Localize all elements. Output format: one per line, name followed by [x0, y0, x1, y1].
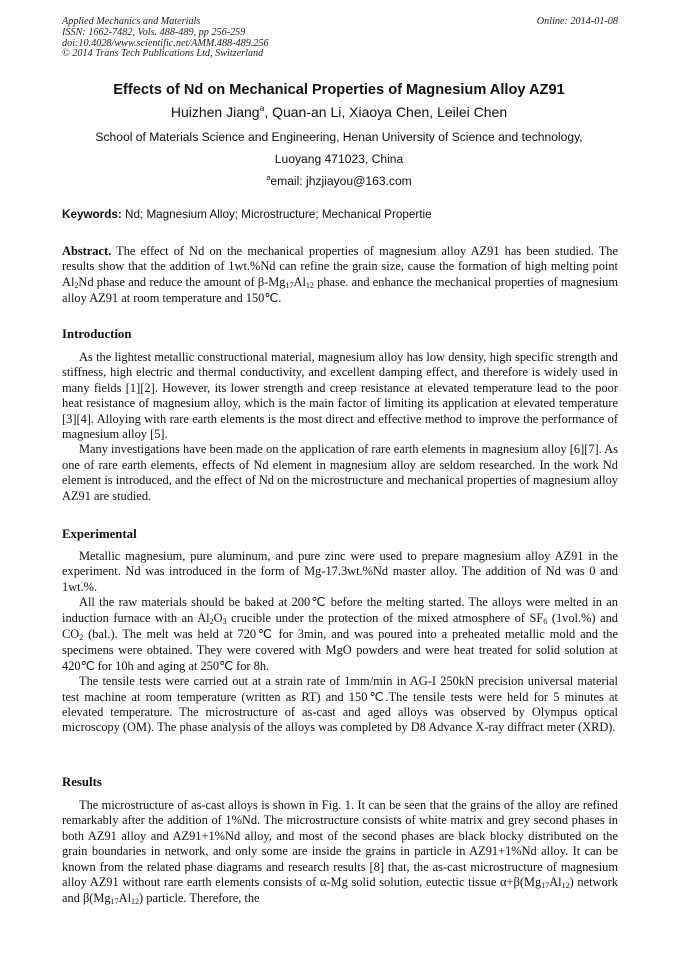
experimental-heading: Experimental	[62, 527, 137, 541]
author-superscript: a	[259, 103, 265, 113]
abstract-text: Nd phase and reduce the amount of β-Mg	[78, 274, 286, 289]
paragraph-text: Al	[549, 875, 562, 890]
paragraph-text: ) particle. Therefore, the	[139, 891, 260, 906]
abstract-text: Al	[293, 274, 306, 289]
subscript: 12	[305, 280, 314, 290]
paragraph-text: All the raw materials should be baked at 200℃ before the melting started. The alloys were melted in an induction furnace with an Al	[62, 595, 618, 625]
journal-name: Applied Mechanics and Materials	[62, 16, 201, 27]
abstract	[62, 244, 618, 307]
doi-line: doi:10.4028/www.scientific.net/AMM.488-489.256	[62, 37, 269, 49]
email-text: email: jhzjiayou@163.com	[270, 174, 412, 188]
results-paragraph-1	[62, 798, 618, 908]
results-body	[62, 798, 618, 908]
paragraph-text: The microstructure of as-cast alloys is shown in Fig. 1. It can be seen that the grains of the alloy are refined remarkably after the addition of 1%Nd. The microstructure consists of white matrix and grey second phases in both AZ91 alloy and AZ91+1%Nd alloy, and most of the second phases are black blocky distributed on the grain boundaries in network, and only some are inside the grains in particle in AZ91+1%Nd alloy. It can be known from the related phase diagrams and research results [8] that, the as-cast microstructure of magnesium alloy AZ91 without rare earth elements consists of α-Mg solid solution, eutectic tissue α+β(Mg	[62, 798, 618, 890]
introduction-paragraph-2: Many investigations have been made on the application of rare earth elements in magnesium alloy [6][7]. As one of rare earth elements, effects of Nd element in magnesium alloy are seldom researched. In the work Nd element is introduced, and the effect of Nd on the microstructure and mechanical properties of magnesium alloy AZ91 are studied.	[62, 442, 618, 503]
author-first: Huizhen Jiang	[170, 104, 260, 120]
copyright-line: © 2014 Trans Tech Publications Ltd, Switzerland	[62, 48, 264, 60]
author-email	[0, 174, 678, 188]
affiliation-line-2: Luoyang 471023, China	[274, 152, 404, 166]
subscript: 6	[543, 616, 548, 626]
keywords-label: Keywords:	[62, 208, 122, 221]
issn-line: ISSN: 1662-7482, Vols. 488-489, pp 256-259	[62, 26, 246, 38]
experimental-paragraph-1: Metallic magnesium, pure aluminum, and pure zinc were used to prepare magnesium alloy AZ91 in the experiment. Nd was introduced in the form of Mg-17.3wt.%Nd master alloy. The addition of Nd was 0 and 1wt.%.	[62, 549, 618, 594]
email-superscript: a	[266, 173, 271, 182]
subscript: 2	[79, 633, 84, 643]
journal-header	[62, 17, 618, 60]
affiliation-line-1: School of Materials Science and Engineering, Henan University of Science and technology,	[95, 130, 583, 144]
paragraph-text: ) network and β(Mg	[62, 875, 619, 906]
keywords	[62, 208, 618, 221]
experimental-paragraph-3: The tensile tests were carried out at a strain rate of 1mm/min in AG-I 250kN precision universal material test machine at room temperature (written as RT) and 150℃.The tensile tests were held for 5 minutes at elevated temperature. The microstructure of as-cast and aged alloys was observed by Olympus optical microscopy (OM). The phase analysis of the alloys was completed by D8 Advance X-ray diffract meter (XRD).	[62, 674, 618, 735]
paragraph-text: Al	[118, 891, 132, 906]
introduction-paragraph-1: As the lightest metallic constructional material, magnesium alloy has low density, high specific strength and stiffness, high electric and thermal conductivity, and excellent damping effect, and therefore is widely used in many fields [1][2]. However, its lower strength and creep resistance at elevated temperature lead to the poor heat resistance of magnesium alloy, which is the main factor of limiting its application at elevated temperature [3][4]. Alloying with rare earth elements is the most direct and effective method to improve the performance of magnesium alloy [5].	[62, 350, 618, 442]
abstract-text: phase. and enhance the mechanical properties of magnesium alloy AZ91 at room temperature and 150℃.	[62, 274, 619, 306]
paragraph-text: (1vol.%) and CO	[62, 610, 618, 642]
experimental-body	[62, 549, 618, 736]
experimental-paragraph-2	[62, 595, 618, 674]
introduction-body	[62, 350, 618, 504]
abstract-paragraph	[62, 244, 618, 307]
abstract-text: The effect of Nd on the mechanical properties of magnesium alloy AZ91 has been studied. The results show that the addition of 1wt.%Nd can refine the grain size, cause the formation of high melting point Al	[62, 244, 618, 289]
paragraph-text: O	[213, 610, 223, 625]
subscript: 2	[209, 616, 214, 626]
paper-title: Effects of Nd on Mechanical Properties of Magnesium Alloy AZ91	[113, 82, 565, 98]
paragraph-text: (bal.). The melt was held at 720℃ for 3min, and was poured into a preheated metallic mold and the specimens were obtained. They were covered with MgO powders and were heat treated for solid solution at 420℃ for 10h and aging at 250℃ for 8h.	[62, 627, 618, 673]
introduction-heading: Introduction	[62, 327, 132, 341]
author-list	[0, 104, 678, 120]
subscript: 17	[541, 881, 550, 891]
author-rest: , Quan-an Li, Xiaoya Chen, Leilei Chen	[264, 104, 508, 120]
online-date: Online: 2014-01-08	[536, 16, 618, 27]
subscript: 2	[74, 280, 79, 290]
subscript: 17	[285, 280, 294, 290]
paragraph-text: crucible under the protection of the mixed atmosphere of SF	[226, 610, 544, 625]
subscript: 12	[561, 881, 570, 891]
subscript: 17	[110, 897, 119, 907]
keywords-text: Nd; Magnesium Alloy; Microstructure; Mechanical Propertie	[121, 208, 432, 221]
abstract-label: Abstract.	[62, 244, 112, 258]
results-heading: Results	[62, 775, 102, 789]
subscript: 12	[131, 897, 140, 907]
subscript: 3	[222, 616, 227, 626]
